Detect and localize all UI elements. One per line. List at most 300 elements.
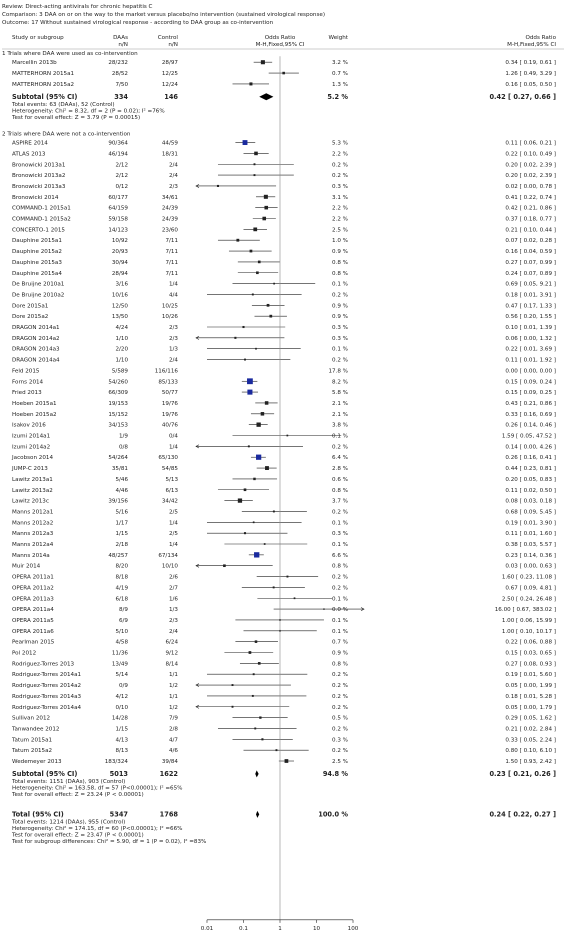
study-ctrl: 2/5 bbox=[168, 509, 178, 516]
study-name: Sullivan 2012 bbox=[12, 715, 51, 722]
study-ctrl: 1/1 bbox=[168, 672, 178, 679]
study-name: ATLAS 2013 bbox=[12, 151, 46, 158]
point-estimate bbox=[232, 706, 234, 708]
study-ctrl: 65/130 bbox=[158, 455, 178, 462]
study-name: Izumi 2014a2 bbox=[12, 444, 51, 451]
study-exp: 5/14 bbox=[115, 672, 128, 679]
study-name: DRAGON 2014a2 bbox=[12, 335, 60, 342]
study-exp: 4/24 bbox=[115, 325, 128, 332]
study-name: Tatum 2015a1 bbox=[12, 737, 53, 744]
study-name: MATTERHORN 2015a1 bbox=[12, 71, 75, 78]
study-name: OPERA 2011a6 bbox=[12, 628, 54, 635]
study-weight: 2.8 % bbox=[332, 466, 348, 473]
study-name: Rodriguez-Torres 2014a4 bbox=[12, 704, 82, 711]
study-exp: 12/50 bbox=[111, 303, 128, 310]
study-name: OPERA 2011a3 bbox=[12, 596, 54, 603]
study-exp: 46/194 bbox=[108, 151, 128, 158]
study-ctrl: 1/4 bbox=[168, 542, 178, 549]
study-weight: 0.1 % bbox=[332, 596, 348, 603]
point-estimate bbox=[236, 239, 239, 242]
study-name: Bronowicki 2013a1 bbox=[12, 162, 66, 169]
study-ctrl: 7/11 bbox=[165, 238, 178, 245]
subtotal-label: Subtotal (95% CI) bbox=[12, 92, 78, 101]
study-name: Hoeben 2015a1 bbox=[12, 400, 57, 407]
study-name: COMMAND-1 2015a2 bbox=[12, 216, 71, 223]
study-ci: 0.33 [ 0.16, 0.69 ] bbox=[505, 411, 556, 418]
study-name: Wedemeyer 2013 bbox=[12, 759, 62, 766]
study-ctrl: 4/7 bbox=[168, 737, 178, 744]
study-ci: 1.59 [ 0.05, 47.52 ] bbox=[501, 433, 556, 440]
study-name: DRAGON 2014a1 bbox=[12, 325, 60, 332]
study-exp: 10/92 bbox=[111, 238, 128, 245]
point-estimate bbox=[259, 716, 261, 718]
study-weight: 0.1 % bbox=[332, 542, 348, 549]
study-ctrl: 18/31 bbox=[161, 151, 178, 158]
study-ctrl: 7/11 bbox=[165, 259, 178, 266]
study-ctrl: 28/97 bbox=[161, 60, 178, 67]
study-ctrl: 5/13 bbox=[165, 476, 178, 483]
study-name: Manns 2012a3 bbox=[12, 531, 54, 538]
study-exp: 1/10 bbox=[115, 357, 128, 364]
study-weight: 8.2 % bbox=[332, 379, 348, 386]
study-ci: 0.18 [ 0.01, 5.28 ] bbox=[505, 693, 556, 700]
point-estimate bbox=[223, 564, 226, 567]
study-ci: 0.21 [ 0.10, 0.44 ] bbox=[505, 227, 556, 234]
point-estimate bbox=[254, 728, 256, 730]
point-estimate bbox=[286, 576, 288, 578]
subgroup-note: Heterogeneity: Chi² = 163.58, df = 57 (P<0.00001); I² =65% bbox=[12, 785, 183, 792]
study-ctrl: 50/77 bbox=[161, 390, 178, 397]
study-name: JUMP-C 2013 bbox=[12, 466, 48, 473]
study-ctrl: 40/76 bbox=[161, 422, 178, 429]
study-ctrl: 4/6 bbox=[168, 748, 178, 755]
study-weight: 1.3 % bbox=[332, 81, 348, 88]
study-ctrl: 54/85 bbox=[161, 466, 178, 473]
review-line: Review: Direct-acting antivirals for chronic hepatitis C bbox=[2, 4, 153, 10]
study-weight: 5.3 % bbox=[332, 140, 348, 147]
x-tick-label: 0.01 bbox=[200, 925, 214, 931]
study-weight: 0.2 % bbox=[332, 672, 348, 679]
study-ctrl: 2/6 bbox=[168, 574, 178, 581]
total-label: Total (95% CI) bbox=[12, 810, 64, 819]
study-name: Feld 2015 bbox=[12, 368, 40, 375]
study-exp: 20/93 bbox=[111, 249, 128, 256]
study-name: Isakov 2016 bbox=[12, 422, 46, 429]
study-weight: 0.2 % bbox=[332, 726, 348, 733]
study-weight: 0.7 % bbox=[332, 639, 348, 646]
study-ctrl: 7/9 bbox=[168, 715, 178, 722]
point-estimate bbox=[253, 521, 255, 523]
study-name: OPERA 2011a4 bbox=[12, 607, 54, 614]
study-name: Lawitz 2013c bbox=[12, 498, 49, 505]
study-name: Rodriguez-Torres 2014a2 bbox=[12, 683, 82, 690]
study-exp: 1/9 bbox=[118, 433, 128, 440]
study-exp: 34/153 bbox=[108, 422, 128, 429]
study-ci: 0.23 [ 0.14, 0.36 ] bbox=[505, 552, 556, 559]
study-name: Dore 2015a1 bbox=[12, 303, 49, 310]
study-weight: 0.1 % bbox=[332, 346, 348, 353]
study-ci: 0.06 [ 0.00, 1.32 ] bbox=[505, 335, 556, 342]
study-weight: 0.2 % bbox=[332, 748, 348, 755]
study-exp: 3/16 bbox=[115, 281, 128, 288]
study-ci: 0.07 [ 0.02, 0.28 ] bbox=[505, 238, 556, 245]
study-exp: 2/18 bbox=[115, 542, 128, 549]
total-note: Test for overall effect: Z = 23.47 (P < 0.00001) bbox=[12, 832, 144, 839]
study-name: OPERA 2011a5 bbox=[12, 617, 54, 624]
study-ci: 0.26 [ 0.16, 0.41 ] bbox=[505, 455, 556, 462]
study-weight: 0.3 % bbox=[332, 737, 348, 744]
study-ci: 0.26 [ 0.14, 0.46 ] bbox=[505, 422, 556, 429]
study-ci: 0.69 [ 0.05, 9.21 ] bbox=[505, 281, 556, 288]
study-weight: 0.2 % bbox=[332, 292, 348, 299]
col-exp: DAAs bbox=[113, 35, 128, 41]
study-ctrl: 4/4 bbox=[168, 292, 178, 299]
study-exp: 15/152 bbox=[108, 411, 128, 418]
comparison-line: Comparison: 3 DAA on or on the way to the market versus placebo/no intervention (sustained virological response) bbox=[2, 12, 326, 18]
study-name: De Bruijne 2010a1 bbox=[12, 281, 65, 288]
study-ctrl: 116/116 bbox=[154, 368, 178, 375]
study-ci: 0.37 [ 0.18, 0.77 ] bbox=[505, 216, 556, 223]
subtotal-ctrl: 1622 bbox=[159, 769, 178, 778]
study-ci: 0.14 [ 0.00, 4.26 ] bbox=[505, 444, 556, 451]
point-estimate bbox=[249, 82, 252, 85]
study-exp: 7/50 bbox=[115, 81, 128, 88]
study-weight: 0.1 % bbox=[332, 433, 348, 440]
study-ci: 0.27 [ 0.08, 0.93 ] bbox=[505, 661, 556, 668]
study-ctrl: 10/26 bbox=[161, 314, 178, 321]
study-name: OPERA 2011a1 bbox=[12, 574, 54, 581]
point-estimate bbox=[294, 597, 296, 599]
study-weight: 0.3 % bbox=[332, 335, 348, 342]
point-estimate bbox=[253, 478, 255, 480]
study-ci: 0.15 [ 0.09, 0.25 ] bbox=[505, 390, 556, 397]
subgroup-note: Test for overall effect: Z = 3.79 (P = 0.00015) bbox=[12, 114, 141, 121]
study-exp: 5/10 bbox=[115, 628, 128, 635]
point-estimate bbox=[254, 152, 258, 156]
study-weight: 6.4 % bbox=[332, 455, 348, 462]
point-estimate bbox=[286, 435, 288, 437]
study-exp: 4/58 bbox=[115, 639, 128, 646]
study-ctrl: 39/84 bbox=[161, 759, 178, 766]
study-weight: 0.2 % bbox=[332, 357, 348, 364]
study-exp: 5/589 bbox=[111, 368, 128, 375]
study-ctrl: 9/12 bbox=[165, 650, 178, 657]
point-estimate bbox=[261, 412, 265, 416]
study-ci: 0.11 [ 0.02, 0.50 ] bbox=[505, 487, 556, 494]
subtotal-exp: 5013 bbox=[109, 769, 128, 778]
study-ctrl: 2/4 bbox=[168, 162, 178, 169]
study-ctrl: 1/4 bbox=[168, 520, 178, 527]
study-weight: 0.1 % bbox=[332, 520, 348, 527]
study-exp: 1/17 bbox=[115, 520, 128, 527]
subtotal-weight: 5.2 % bbox=[327, 92, 348, 101]
study-name: ASPIRE 2014 bbox=[12, 140, 48, 147]
study-name: Izumi 2014a1 bbox=[12, 433, 51, 440]
study-exp: 6/9 bbox=[118, 617, 128, 624]
study-ci: 0.22 [ 0.01, 3.69 ] bbox=[505, 346, 556, 353]
study-ci: 0.68 [ 0.09, 5.45 ] bbox=[505, 509, 556, 516]
study-ctrl: 19/76 bbox=[161, 411, 178, 418]
study-ci: 0.22 [ 0.06, 0.88 ] bbox=[505, 639, 556, 646]
point-estimate bbox=[232, 684, 234, 686]
study-ctrl: 85/133 bbox=[158, 379, 178, 386]
point-estimate bbox=[253, 673, 255, 675]
study-weight: 0.9 % bbox=[332, 303, 348, 310]
study-ci: 0.19 [ 0.01, 5.60 ] bbox=[505, 672, 556, 679]
total-note: Total events: 1214 (DAAs), 955 (Control) bbox=[12, 819, 126, 826]
study-exp: 4/12 bbox=[115, 693, 128, 700]
study-ci: 0.03 [ 0.00, 0.63 ] bbox=[505, 563, 556, 570]
study-weight: 0.8 % bbox=[332, 661, 348, 668]
study-ci: 1.60 [ 0.23, 11.08 ] bbox=[501, 574, 556, 581]
subtotal-weight: 94.8 % bbox=[322, 769, 348, 778]
study-exp: 5/46 bbox=[115, 476, 128, 483]
study-ci: 0.08 [ 0.03, 0.18 ] bbox=[505, 498, 556, 505]
study-exp: 6/18 bbox=[115, 596, 128, 603]
study-ctrl: 10/10 bbox=[161, 563, 178, 570]
point-estimate bbox=[269, 315, 272, 318]
study-name: Pol 2012 bbox=[12, 650, 37, 657]
point-estimate bbox=[252, 695, 254, 697]
study-ci: 1.00 [ 0.06, 15.99 ] bbox=[501, 617, 556, 624]
study-ci: 0.44 [ 0.23, 0.81 ] bbox=[505, 466, 556, 473]
point-estimate bbox=[265, 466, 269, 470]
point-estimate bbox=[252, 294, 254, 296]
study-name: Dore 2015a2 bbox=[12, 314, 49, 321]
col-exp-sub: n/N bbox=[118, 42, 128, 48]
point-estimate bbox=[267, 304, 270, 307]
study-ctrl: 2/8 bbox=[168, 726, 178, 733]
point-estimate bbox=[244, 359, 246, 361]
study-ci: 0.33 [ 0.05, 2.24 ] bbox=[505, 737, 556, 744]
study-weight: 0.1 % bbox=[332, 628, 348, 635]
study-weight: 0.2 % bbox=[332, 693, 348, 700]
point-estimate bbox=[247, 378, 253, 384]
study-ctrl: 2/7 bbox=[168, 585, 178, 592]
study-ctrl: 6/24 bbox=[165, 639, 178, 646]
study-name: Manns 2014a bbox=[12, 552, 50, 559]
study-exp: 14/123 bbox=[108, 227, 128, 234]
total-note: Heterogeneity: Chi² = 174.15, df = 60 (P<0.00001); I² =66% bbox=[12, 826, 183, 833]
subgroup-note: Total events: 63 (DAAs), 52 (Control) bbox=[12, 101, 115, 108]
subtotal-exp: 334 bbox=[114, 92, 128, 101]
point-estimate bbox=[244, 488, 247, 491]
col-or2: Odds Ratio bbox=[525, 35, 556, 41]
study-name: Dauphine 2015a4 bbox=[12, 270, 62, 277]
study-weight: 0.9 % bbox=[332, 650, 348, 657]
study-name: Dauphine 2015a2 bbox=[12, 249, 62, 256]
study-ctrl: 6/13 bbox=[165, 487, 178, 494]
point-estimate bbox=[265, 401, 269, 405]
study-name: Rodriguez-Torres 2014a1 bbox=[12, 672, 82, 679]
study-weight: 0.5 % bbox=[332, 715, 348, 722]
study-weight: 6.6 % bbox=[332, 552, 348, 559]
study-ctrl: 34/42 bbox=[161, 498, 178, 505]
study-name: Manns 2012a4 bbox=[12, 542, 54, 549]
study-exp: 8/20 bbox=[115, 563, 128, 570]
study-weight: 0.2 % bbox=[332, 162, 348, 169]
study-ci: 0.19 [ 0.01, 3.90 ] bbox=[505, 520, 556, 527]
col-study: Study or subgroup bbox=[12, 35, 64, 41]
study-name: Tanwandee 2012 bbox=[12, 726, 60, 733]
x-tick-label: 100 bbox=[347, 925, 359, 931]
study-name: Pearlman 2015 bbox=[12, 639, 55, 646]
point-estimate bbox=[217, 185, 219, 187]
study-ci: 0.34 [ 0.19, 0.61 ] bbox=[505, 60, 556, 67]
study-ci: 0.38 [ 0.03, 5.57 ] bbox=[505, 542, 556, 549]
study-name: Manns 2012a1 bbox=[12, 509, 54, 516]
point-estimate bbox=[273, 511, 275, 513]
study-name: Bronowicki 2013a3 bbox=[12, 183, 66, 190]
point-estimate bbox=[249, 651, 252, 654]
study-ctrl: 2/3 bbox=[168, 335, 178, 342]
study-exp: 14/28 bbox=[111, 715, 128, 722]
x-tick-label: 0.1 bbox=[239, 925, 248, 931]
study-weight: 0.0 % bbox=[332, 607, 348, 614]
study-name: Dauphine 2015a1 bbox=[12, 238, 62, 245]
study-name: Rodriguez-Torres 2013 bbox=[12, 661, 75, 668]
study-weight: 0.8 % bbox=[332, 259, 348, 266]
study-name: Lawitz 2013a2 bbox=[12, 487, 53, 494]
study-exp: 90/364 bbox=[108, 140, 128, 147]
study-ci: 0.27 [ 0.07, 0.99 ] bbox=[505, 259, 556, 266]
subtotal-ctrl: 146 bbox=[164, 92, 178, 101]
study-ci: 0.10 [ 0.01, 1.39 ] bbox=[505, 325, 556, 332]
study-ci: 0.24 [ 0.07, 0.89 ] bbox=[505, 270, 556, 277]
study-weight: 0.9 % bbox=[332, 249, 348, 256]
study-name: Rodriguez-Torres 2014a3 bbox=[12, 693, 82, 700]
study-ci: 0.43 [ 0.21, 0.86 ] bbox=[505, 400, 556, 407]
study-exp: 60/177 bbox=[108, 194, 128, 201]
study-ctrl: 8/14 bbox=[165, 661, 178, 668]
study-name: Jacobson 2014 bbox=[12, 455, 54, 462]
study-exp: 1/15 bbox=[115, 726, 128, 733]
study-weight: 2.2 % bbox=[332, 216, 348, 223]
study-ci: 0.05 [ 0.00, 1.99 ] bbox=[505, 683, 556, 690]
study-ci: 16.00 [ 0.67, 383.02 ] bbox=[494, 607, 556, 614]
study-ci: 0.11 [ 0.01, 1.60 ] bbox=[505, 531, 556, 538]
study-weight: 0.1 % bbox=[332, 281, 348, 288]
study-exp: 59/158 bbox=[108, 216, 128, 223]
study-exp: 11/36 bbox=[111, 650, 128, 657]
study-ci: 2.50 [ 0.24, 26.48 ] bbox=[501, 596, 556, 603]
study-weight: 0.2 % bbox=[332, 444, 348, 451]
study-ctrl: 34/61 bbox=[161, 194, 178, 201]
study-weight: 2.1 % bbox=[332, 400, 348, 407]
study-exp: 0/8 bbox=[118, 444, 128, 451]
study-exp: 8/9 bbox=[118, 607, 128, 614]
study-ctrl: 1/3 bbox=[168, 346, 178, 353]
study-exp: 183/324 bbox=[104, 759, 128, 766]
study-ci: 0.00 [ 0.00, 0.00 ] bbox=[505, 368, 556, 375]
study-ci: 0.29 [ 0.05, 1.62 ] bbox=[505, 715, 556, 722]
study-weight: 0.7 % bbox=[332, 71, 348, 78]
study-exp: 13/49 bbox=[111, 661, 128, 668]
total-weight: 100.0 % bbox=[318, 810, 348, 819]
study-exp: 48/257 bbox=[108, 552, 128, 559]
study-exp: 2/20 bbox=[115, 346, 128, 353]
study-ctrl: 1/1 bbox=[168, 693, 178, 700]
study-ctrl: 1/4 bbox=[168, 444, 178, 451]
point-estimate bbox=[282, 72, 285, 75]
study-exp: 8/18 bbox=[115, 574, 128, 581]
point-estimate bbox=[248, 445, 250, 447]
study-ctrl: 12/24 bbox=[161, 81, 178, 88]
study-name: Forns 2014 bbox=[12, 379, 44, 386]
point-estimate bbox=[243, 140, 248, 145]
total-exp: 5347 bbox=[109, 810, 128, 819]
study-exp: 0/9 bbox=[118, 683, 128, 690]
study-exp: 39/156 bbox=[108, 498, 128, 505]
point-estimate bbox=[276, 749, 278, 751]
study-exp: 54/264 bbox=[108, 455, 128, 462]
study-ctrl: 23/60 bbox=[161, 227, 178, 234]
study-ci: 0.05 [ 0.00, 1.79 ] bbox=[505, 704, 556, 711]
study-ci: 0.42 [ 0.21, 0.86 ] bbox=[505, 205, 556, 212]
study-exp: 0/12 bbox=[115, 183, 128, 190]
study-exp: 4/13 bbox=[115, 737, 128, 744]
x-tick-label: 10 bbox=[312, 925, 321, 931]
point-estimate bbox=[256, 271, 259, 274]
study-ctrl: 7/11 bbox=[165, 249, 178, 256]
study-weight: 0.3 % bbox=[332, 325, 348, 332]
study-exp: 64/159 bbox=[108, 205, 128, 212]
point-estimate bbox=[255, 348, 257, 350]
col-ctrl: Control bbox=[157, 35, 178, 41]
study-name: Fried 2013 bbox=[12, 390, 42, 397]
study-weight: 2.5 % bbox=[332, 227, 348, 234]
point-estimate bbox=[247, 390, 252, 395]
study-name: Bronowicki 2014 bbox=[12, 194, 59, 201]
study-exp: 30/94 bbox=[111, 259, 128, 266]
point-estimate bbox=[250, 250, 253, 253]
study-name: Marcellin 2013b bbox=[12, 60, 57, 67]
study-ctrl: 2/3 bbox=[168, 325, 178, 332]
study-ctrl: 2/4 bbox=[168, 628, 178, 635]
study-name: DRAGON 2014a3 bbox=[12, 346, 60, 353]
study-ci: 0.20 [ 0.02, 2.39 ] bbox=[505, 173, 556, 180]
point-estimate bbox=[285, 759, 289, 763]
study-name: MATTERHORN 2015a2 bbox=[12, 81, 75, 88]
study-ctrl: 10/25 bbox=[161, 303, 178, 310]
point-estimate bbox=[273, 283, 275, 285]
study-weight: 0.3 % bbox=[332, 183, 348, 190]
study-exp: 19/153 bbox=[108, 400, 128, 407]
study-weight: 3.2 % bbox=[332, 60, 348, 67]
point-estimate bbox=[273, 586, 275, 588]
study-weight: 17.8 % bbox=[328, 368, 348, 375]
point-estimate bbox=[256, 455, 261, 460]
study-exp: 10/16 bbox=[111, 292, 128, 299]
study-exp: 2/12 bbox=[115, 173, 128, 180]
subtotal-label: Subtotal (95% CI) bbox=[12, 769, 78, 778]
study-ctrl: 67/134 bbox=[158, 552, 178, 559]
study-exp: 54/260 bbox=[108, 379, 128, 386]
study-ci: 0.67 [ 0.09, 4.81 ] bbox=[505, 585, 556, 592]
subtotal-ci: 0.23 [ 0.21, 0.26 ] bbox=[489, 769, 556, 778]
study-exp: 4/19 bbox=[115, 585, 128, 592]
study-ctrl: 1/2 bbox=[168, 704, 178, 711]
study-exp: 66/309 bbox=[108, 390, 128, 397]
point-estimate bbox=[264, 543, 266, 545]
study-weight: 3.8 % bbox=[332, 422, 348, 429]
study-weight: 0.8 % bbox=[332, 563, 348, 570]
study-weight: 0.2 % bbox=[332, 585, 348, 592]
study-exp: 5/16 bbox=[115, 509, 128, 516]
study-ci: 1.50 [ 0.93, 2.42 ] bbox=[505, 759, 556, 766]
subgroup-note: Total events: 1151 (DAAs), 903 (Control) bbox=[12, 778, 126, 785]
study-weight: 2.5 % bbox=[332, 759, 348, 766]
